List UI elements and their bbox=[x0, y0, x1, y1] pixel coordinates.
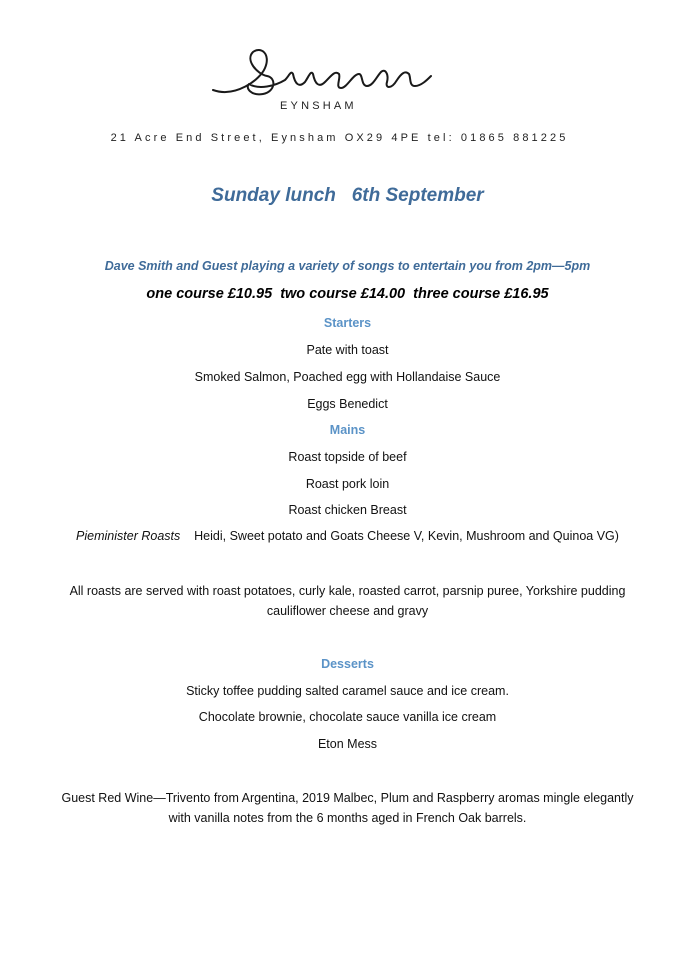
swan-script-logo-icon bbox=[205, 40, 435, 100]
roasts-note-line: cauliflower cheese and gravy bbox=[266, 604, 429, 618]
address-line: 21 Acre End Street, Eynsham OX29 4PE tel: 01865 881225 bbox=[110, 132, 569, 144]
swan-logo bbox=[205, 40, 435, 120]
starter-item: Pate with toast bbox=[306, 343, 389, 357]
dessert-item: Eton Mess bbox=[317, 737, 378, 751]
entertainment-note: Dave Smith and Guest playing a variety of songs to entertain you from 2pm—5pm bbox=[104, 259, 591, 273]
wine-note-line: with vanilla notes from the 6 months aged in French Oak barrels. bbox=[168, 811, 527, 825]
pieminister-line bbox=[8, 529, 679, 543]
guest-wine-note bbox=[8, 788, 679, 828]
main-item: Roast topside of beef bbox=[288, 450, 407, 464]
page-title: Sunday lunch 6th September bbox=[211, 185, 484, 206]
desserts-heading: Desserts bbox=[321, 657, 374, 671]
starter-item: Smoked Salmon, Poached egg with Hollandaise Sauce bbox=[194, 370, 501, 384]
dessert-item: Chocolate brownie, chocolate sauce vanilla ice cream bbox=[198, 710, 497, 724]
starter-item: Eggs Benedict bbox=[307, 397, 388, 411]
mains-heading: Mains bbox=[329, 423, 366, 437]
main-item: Roast pork loin bbox=[305, 477, 390, 491]
course-prices: one course £10.95 two course £14.00 three course £16.95 bbox=[146, 286, 549, 302]
logo-subtitle: EYNSHAM bbox=[280, 100, 357, 112]
roasts-note bbox=[8, 581, 679, 621]
starters-heading: Starters bbox=[323, 316, 372, 330]
wine-note-line: Guest Red Wine—Trivento from Argentina, 2019 Malbec, Plum and Raspberry aromas mingle elegantly bbox=[61, 791, 634, 805]
main-item: Roast chicken Breast bbox=[288, 503, 407, 517]
roasts-note-line: All roasts are served with roast potatoes, curly kale, roasted carrot, parsnip puree, Yorkshire pudding bbox=[69, 584, 626, 598]
pieminister-label: Pieminister Roasts bbox=[76, 529, 181, 543]
pieminister-options: Heidi, Sweet potato and Goats Cheese V, Kevin, Mushroom and Quinoa VG) bbox=[194, 529, 619, 543]
dessert-item: Sticky toffee pudding salted caramel sauce and ice cream. bbox=[186, 684, 509, 698]
